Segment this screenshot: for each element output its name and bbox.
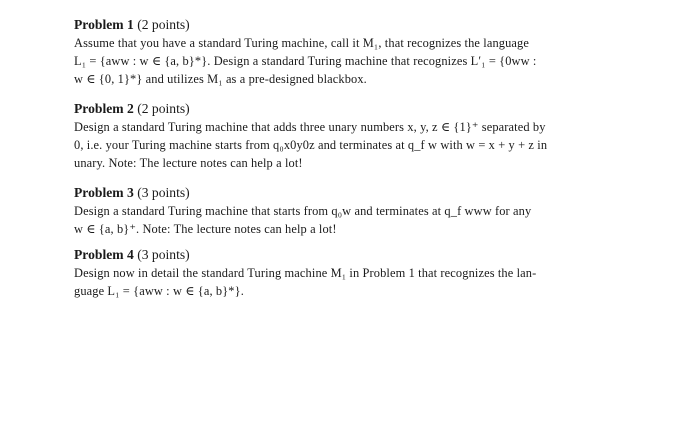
problem-2-title: Problem 2: [74, 101, 134, 116]
problem-4-heading: [74, 246, 630, 264]
problem-2-line-3: unary. Note: The lecture notes can help a lot!: [74, 156, 303, 170]
problem-4-title: Problem 4: [74, 247, 134, 262]
problem-3-title: Problem 3: [74, 185, 134, 200]
problem-3: [74, 184, 630, 238]
problem-2-heading: [74, 100, 630, 118]
problem-4: [74, 246, 630, 300]
problem-3-line-1: Design a standard Turing machine that starts from q₀w and terminates at q_f www for any: [74, 204, 532, 218]
problem-4-points: (3 points): [137, 247, 190, 262]
problem-2-points: (2 points): [137, 101, 190, 116]
problem-1-line-2: L₁ = {aww : w ∈ {a, b}*}. Design a standard Turing machine that recognizes L′₁ = {0ww :: [74, 54, 537, 68]
problem-1-heading: [74, 16, 630, 34]
problem-1-title: Problem 1: [74, 17, 134, 32]
problem-2: [74, 100, 630, 172]
problem-2-line-2: 0, i.e. your Turing machine starts from q₀x0y0z and terminates at q_f w with w = x + y + z in: [74, 138, 548, 152]
problem-2-line-1: Design a standard Turing machine that adds three unary numbers x, y, z ∈ {1}⁺ separated by: [74, 120, 546, 134]
problem-1-line-1: Assume that you have a standard Turing machine, call it M₁, that recognizes the language: [74, 36, 529, 50]
problem-4-line-1: Design now in detail the standard Turing machine M₁ in Problem 1 that recognizes the lan-: [74, 266, 537, 280]
problem-3-heading: [74, 184, 630, 202]
problem-3-line-2: w ∈ {a, b}⁺. Note: The lecture notes can help a lot!: [74, 222, 337, 236]
problem-1: [74, 16, 630, 88]
problem-1-points: (2 points): [137, 17, 190, 32]
problem-1-line-3: w ∈ {0, 1}*} and utilizes M₁ as a pre-designed blackbox.: [74, 72, 367, 86]
problem-3-points: (3 points): [137, 185, 190, 200]
problem-4-line-2: guage L₁ = {aww : w ∈ {a, b}*}.: [74, 284, 244, 298]
